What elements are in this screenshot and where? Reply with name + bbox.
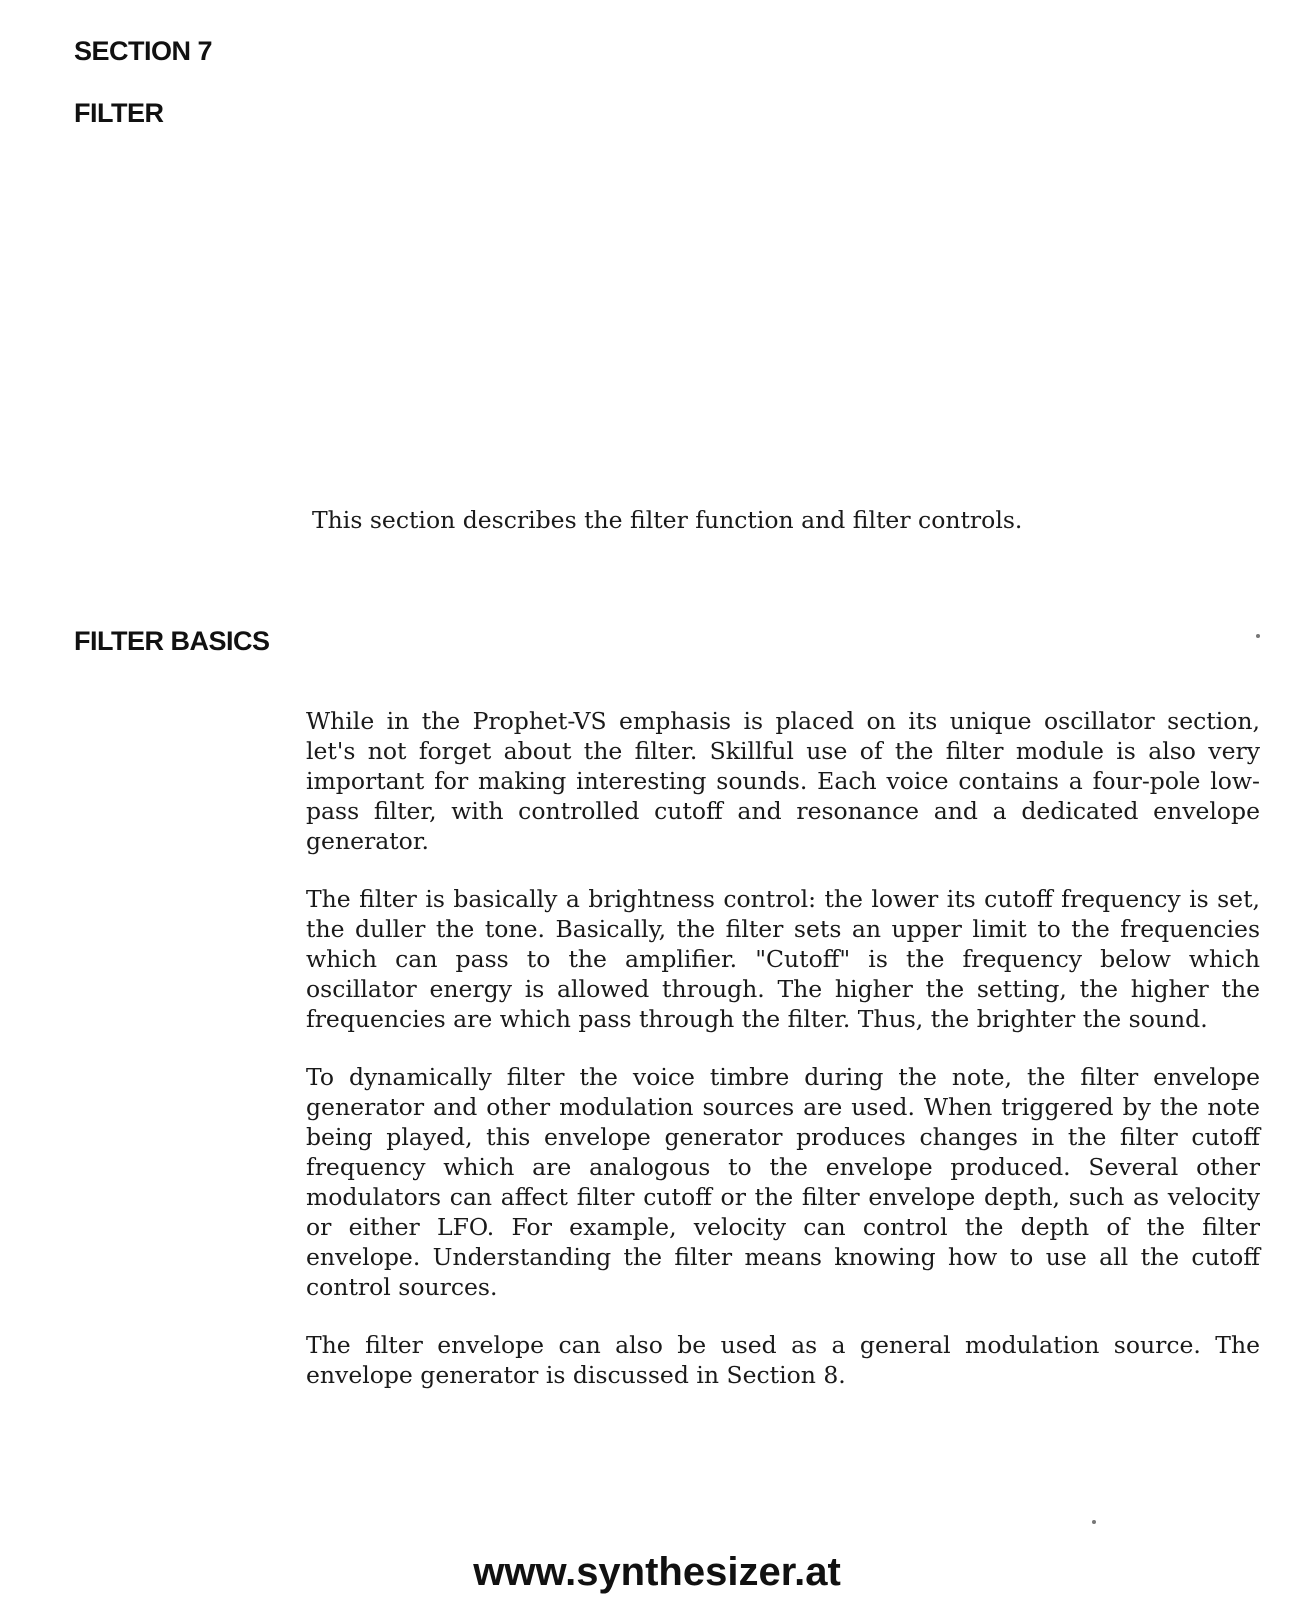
scan-speck bbox=[1092, 1520, 1096, 1524]
scan-speck bbox=[1256, 634, 1260, 638]
paragraph-oscillator-and-filter: While in the Prophet-VS emphasis is placed on its unique oscillator section, let's not forget about the filter. Skillful use of the filter module is also very important for making interesting sounds. Each voice contains a four-pole low-pass filter, with controlled cutoff and resonance and a dedicated envelope generator. bbox=[306, 707, 1260, 855]
paragraph-filter-envelope: The filter envelope can also be used as a general modulation source. The envelope generator is discussed in Section 8. bbox=[306, 1331, 1260, 1389]
section-label: SECTION 7 bbox=[74, 36, 213, 66]
filter-basics-body bbox=[306, 706, 1260, 1418]
section-intro: This section describes the filter function and filter controls. bbox=[312, 506, 1023, 534]
section-title: FILTER bbox=[74, 98, 164, 128]
footer-url: www.synthesizer.at bbox=[473, 1550, 841, 1594]
filter-basics-heading: FILTER BASICS bbox=[74, 626, 270, 656]
paragraph-brightness-control: The filter is basically a brightness control: the lower its cutoff frequency is set, the duller the tone. Basically, the filter sets an upper limit to the frequencies which can pass to the amplifier. "Cutoff" is the frequency below which oscillator energy is allowed through. The higher the setting, the higher the frequencies are which pass through the filter. Thus, the brighter the sound. bbox=[306, 885, 1260, 1033]
paragraph-dynamic-filtering: To dynamically filter the voice timbre during the note, the filter envelope generator and other modulation sources are used. When triggered by the note being played, this envelope generator produces changes in the filter cutoff frequency which are analogous to the envelope produced. Several other modulators can affect filter cutoff or the filter envelope depth, such as velocity or either LFO. For example, velocity can control the depth of the filter envelope. Understanding the filter means knowing how to use all the cutoff control sources. bbox=[306, 1063, 1260, 1301]
